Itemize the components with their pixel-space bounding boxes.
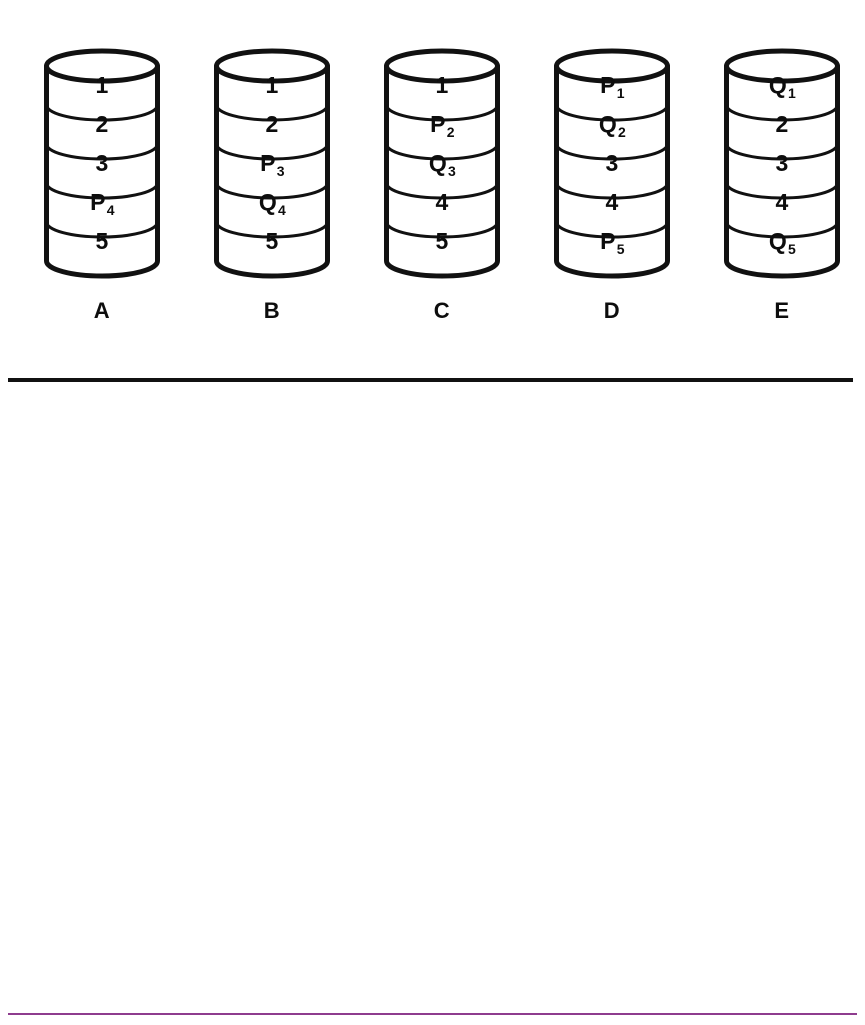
horizontal-divider <box>8 378 853 382</box>
stack-cell-label: 3 <box>95 150 109 176</box>
stack-cell-label: 4 <box>775 189 789 215</box>
stack-cell-label: $Q_4$ <box>258 189 287 218</box>
cylinder-stack-e <box>720 48 844 324</box>
stack-cell-label: 1 <box>435 72 449 98</box>
figure-area <box>0 0 865 400</box>
stack-name-label: D <box>603 298 621 323</box>
stack-cell-subscript: 4 <box>106 202 115 218</box>
stack-cell-label: 2 <box>265 111 279 137</box>
stack-cell-label: 2 <box>95 111 109 137</box>
stack-cell-subscript: 3 <box>276 163 285 179</box>
stack-cell-subscript: 3 <box>448 163 457 179</box>
stack-cell-label: 3 <box>605 150 619 176</box>
stack-cell-label: $P_3$ <box>260 150 285 179</box>
cylinder-body-a <box>40 48 164 284</box>
cylinder-stack-row <box>40 48 844 324</box>
stack-name-label: B <box>263 298 281 323</box>
stack-cell-label: 5 <box>265 228 279 254</box>
stack-cell-label: 1 <box>95 72 109 98</box>
cylinder-stack-a <box>40 48 164 324</box>
stack-cell-subscript: 1 <box>616 85 625 101</box>
cylinder-stack-b <box>210 48 334 324</box>
stack-cell-subscript: 5 <box>616 241 625 257</box>
stack-cell-label: $Q_2$ <box>598 111 627 140</box>
stack-cell-subscript: 5 <box>788 241 797 257</box>
stack-cell-label: 2 <box>775 111 789 137</box>
stack-cell-subscript: 1 <box>788 85 797 101</box>
cylinder-body-e <box>720 48 844 284</box>
page-bottom-rule <box>8 1013 857 1015</box>
stack-cell-label: 4 <box>605 189 619 215</box>
stack-name-label: A <box>93 298 111 323</box>
stack-cell-label: 5 <box>95 228 109 254</box>
cylinder-body-c <box>380 48 504 284</box>
stack-cell-subscript: 2 <box>446 124 455 140</box>
stack-cell-label: $P_1$ <box>600 72 625 101</box>
stack-cell-label: $Q_3$ <box>428 150 457 179</box>
cylinder-body-b <box>210 48 334 284</box>
cylinder-body-d <box>550 48 674 284</box>
stack-name-label: C <box>433 298 451 323</box>
stack-cell-label: 5 <box>435 228 449 254</box>
stack-name-label: E <box>774 298 790 323</box>
cylinder-stack-c <box>380 48 504 324</box>
stack-cell-subscript: 4 <box>278 202 287 218</box>
stack-cell-label: 4 <box>435 189 449 215</box>
stack-cell-label: $P_5$ <box>600 228 625 257</box>
stack-cell-label: $P_4$ <box>90 189 115 218</box>
stack-cell-label: $Q_5$ <box>768 228 797 257</box>
stack-cell-label: 3 <box>775 150 789 176</box>
stack-cell-label: 1 <box>265 72 279 98</box>
cylinder-stack-d <box>550 48 674 324</box>
stack-cell-subscript: 2 <box>618 124 627 140</box>
stack-cell-label: $Q_1$ <box>768 72 797 101</box>
stack-cell-label: $P_2$ <box>430 111 455 140</box>
